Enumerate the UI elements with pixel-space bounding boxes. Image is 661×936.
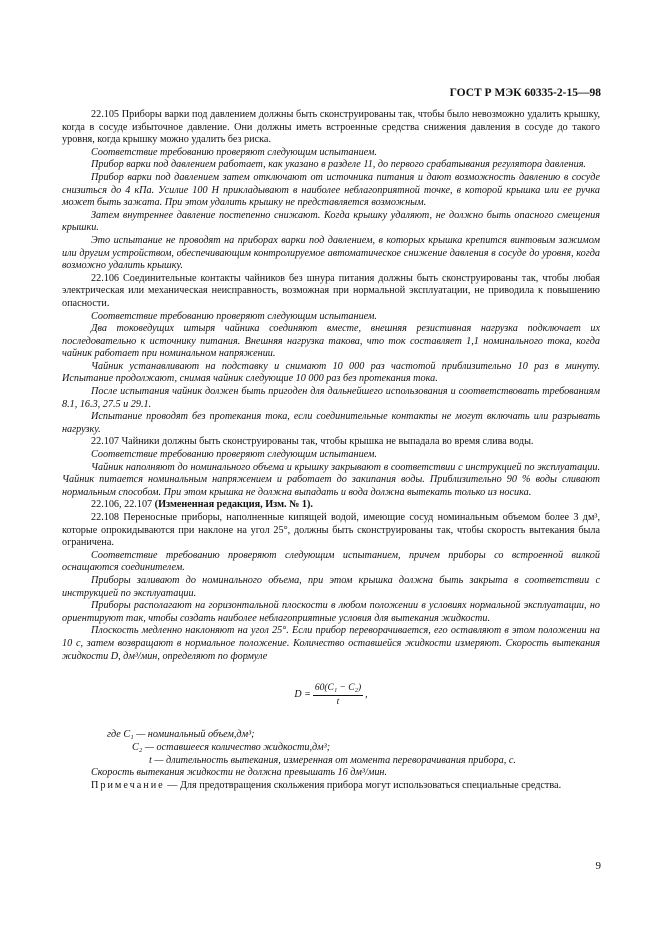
where-line-1: где C₁ — номинальный объем,дм³; xyxy=(107,729,255,741)
page-number: 9 xyxy=(595,860,601,872)
paragraph: Прибор варки под давлением затем отключают от источника питания и дают возможность давлению в сосуде снизиться до 4 кПа. Усилие 100 Н прикладывают в наиболее неблагоприятной точке, в которой крышка или ее ручка может быть зажата. При этом удалить крышку не представляется возможным. xyxy=(62,171,600,209)
formula-lhs: D = xyxy=(294,688,311,700)
paragraph: После испытания чайник должен быть пригоден для дальнейшего использования и соответствовать требованиям 8.1, 16.3, 27.5 и 29.1. xyxy=(62,386,600,410)
where-line-3: t — длительность вытекания, измеренная от момента переворачивания прибора, с. xyxy=(149,754,516,766)
paragraph: Чайник устанавливают на подставку и снимают 10 000 раз частотой приблизительно 10 раз в минуту. Испытание продолжают, снимая чайник следующие 10 000 раз без протекания тока. xyxy=(62,360,600,385)
paragraph: 22.108 Переносные приборы, наполненные кипящей водой, имеющие сосуд номинальным объемом более 3 дм³, которые опрокидываются при наклоне на угол 25°, должны быть сконструированы так, чтобы скорость вытекания была ограничена. xyxy=(62,512,600,549)
paragraph: Соответствие требованию проверяют следующим испытанием. xyxy=(91,449,377,461)
section-2 xyxy=(62,512,600,663)
section-1 xyxy=(62,109,600,499)
paragraph: 22.107 Чайники должны быть сконструированы так, чтобы крышка не выпадала во время слива воды. xyxy=(91,436,534,448)
formula-denominator: t xyxy=(336,696,340,707)
paragraph: Приборы заливают до номинального объема, при этом крышка должна быть закрыта в соответствии с инструкцией по эксплуатации. xyxy=(62,574,600,599)
formula-fraction xyxy=(313,682,363,708)
paragraph: Это испытание не проводят на приборах варки под давлением, в которых крышка крепится винтовым зажимом или другим устройством, обеспечивающим контролируемое автоматическое снижение давления в сосуде до уровня, когда возможно удалить крышку. xyxy=(62,234,600,272)
amendment-note: 22.106, 22.107 (Измененная редакция, Изм. № 1). xyxy=(91,499,313,511)
where-line-2: C₂ — оставшееся количество жидкости,дм³; xyxy=(132,741,331,753)
paragraph: 22.105 Приборы варки под давлением должны быть сконструированы так, чтобы было невозможно удалить крышку, когда в сосуде избыточное давление. Они должны иметь встроенные средства снижения давления в сосуде до такого уровня, когда крышку можно удалить без риска. xyxy=(62,109,600,146)
paragraph: Прибор варки под давлением работает, как указано в разделе 11, до первого срабатывания регулятора давления. xyxy=(91,159,586,171)
paragraph: Соответствие требованию проверяют следующим испытанием. xyxy=(91,310,377,322)
note: Примечание — Для предотвращения скольжения прибора могут использоваться специальные средства. xyxy=(91,779,562,791)
paragraph: 22.106 Соединительные контакты чайников без шнура питания должны быть сконструированы так, чтобы любая электрическая или механическая неисправность, возможная при нормальной эксплуатации, не приводила к повышению опасности. xyxy=(62,272,600,309)
paragraph: Затем внутреннее давление постепенно снижают. Когда крышку удаляют, не должно быть опасного смещения крышки. xyxy=(62,209,600,234)
formula xyxy=(62,682,600,708)
paragraph: Соответствие требованию проверяют следующим испытанием, причем приборы со встроенной вилкой оснащаются соединителем. xyxy=(62,549,600,574)
document-body xyxy=(62,109,600,792)
paragraph: Плоскость медленно наклоняют на угол 25°. Если прибор переворачивается, его оставляют в этом положении на 10 с, затем возвращают в нормальное положение. Количество оставшейся жидкости измеряют. Скорость вытекания жидкости D, дм³/мин, определяют по формуле xyxy=(62,625,600,662)
paragraph: Чайник наполняют до номинального объема и крышку закрывают в соответствии с инструкцией по эксплуатации. Чайник питается номинальным напряжением и работает до закипания воды. Приблизительно 90 % воды сливают нормальным способом. При этом крышка не должна выпадать и вода должна вытекать только из носика. xyxy=(62,461,600,498)
paragraph: Испытание проводят без протекания тока, если соединительные контакты не могут включать или разрывать нагрузку. xyxy=(62,411,600,435)
paragraph: Два токоведущих штыря чайника соединяют вместе, внешняя резистивная нагрузка подключает их последовательно к источнику питания. Внешняя нагрузка такова, что ток составляет 1,1 номинального тока, когда чайник работает при номинальном напряжении. xyxy=(62,323,600,360)
paragraph: Приборы располагают на горизонтальной плоскости в любом положении в условиях нормальной эксплуатации, но ориентируют так, чтобы создать наиболее неблагоприятные условия для вытекания жидкости. xyxy=(62,600,600,624)
formula-tail: , xyxy=(365,688,368,700)
page-header: ГОСТ Р МЭК 60335-2-15—98 xyxy=(449,87,601,99)
rate-limit: Скорость вытекания жидкости не должна превышать 16 дм³/мин. xyxy=(91,767,388,779)
paragraph: Соответствие требованию проверяют следующим испытанием. xyxy=(91,146,377,158)
formula-numerator: 60(C₁ − C₂) xyxy=(313,682,363,696)
